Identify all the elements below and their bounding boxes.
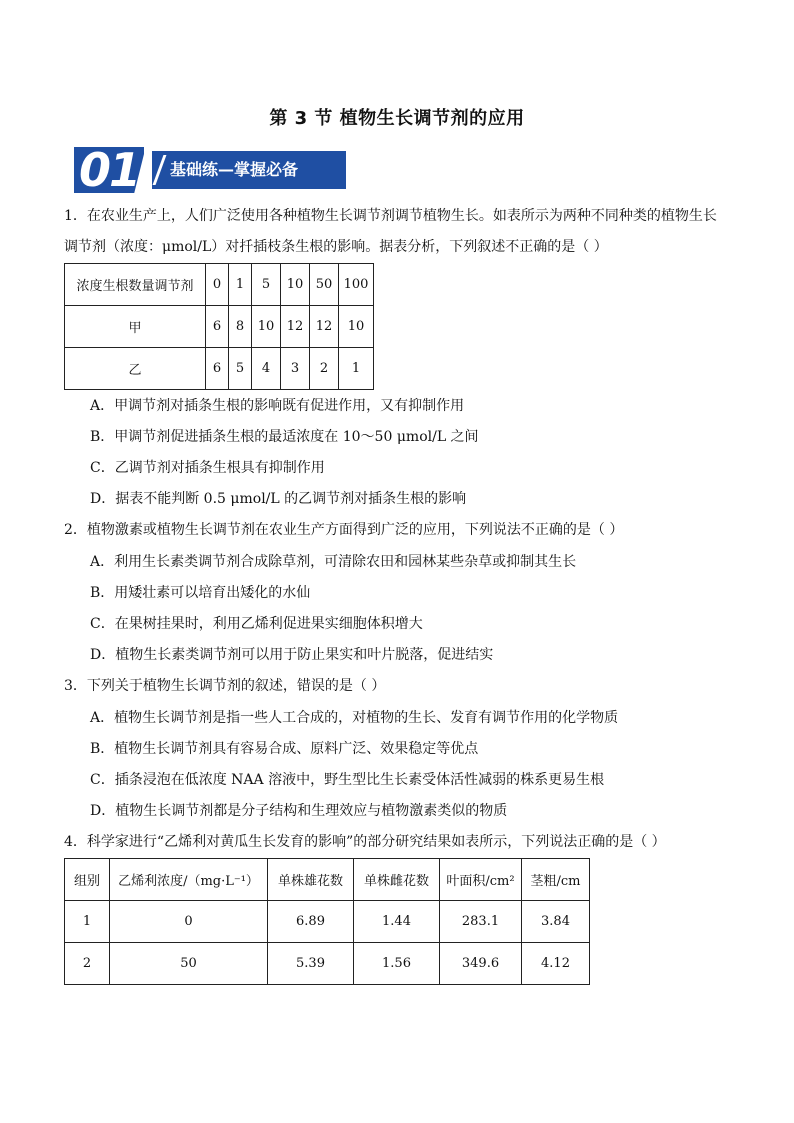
q1-stem-line1: 1．在农业生产上，人们广泛使用各种植物生长调节剂调节植物生长。如表所示为两种不同种类的植物生长: [64, 208, 717, 224]
q4-table-cell: 6.89: [268, 901, 354, 943]
q1-table-cell: 2: [310, 348, 339, 390]
section-banner: [74, 143, 346, 197]
q1-option-b: B．甲调节剂促进插条生根的最适浓度在 10～50 μmol/L 之间: [90, 429, 479, 445]
q4-table-cell: 1.44: [354, 901, 440, 943]
q1-table-header-cell: 1: [229, 264, 252, 306]
q3-option-b: B．植物生长调节剂具有容易合成、原料广泛、效果稳定等优点: [90, 741, 479, 757]
q1-table: [64, 263, 374, 390]
q4-table-header-cell: 叶面积/cm²: [440, 859, 522, 901]
q4-table-cell: 1: [65, 901, 110, 943]
q1-table-header-cell: 浓度生根数量调节剂: [65, 264, 206, 306]
q4-table-header-cell: 单株雌花数: [354, 859, 440, 901]
q4-table-cell: 0: [110, 901, 268, 943]
q1-table-cell: 乙: [65, 348, 206, 390]
q4-table-cell: 1.56: [354, 943, 440, 985]
q4-table-header-cell: 茎粗/cm: [522, 859, 590, 901]
q1-table-cell: 10: [339, 306, 374, 348]
q4-table-cell: 2: [65, 943, 110, 985]
q1-stem-line2: 调节剂（浓度：μmol/L）对扦插枝条生根的影响。据表分析，下列叙述不正确的是（ ）: [64, 239, 608, 255]
q2-option-d: D．植物生长素类调节剂可以用于防止果实和叶片脱落，促进结实: [90, 647, 494, 663]
q4-table-header-row: [65, 859, 590, 901]
q2-option-c: C．在果树挂果时，利用乙烯利促进果实细胞体积增大: [90, 616, 423, 632]
q3-option-d: D．植物生长调节剂都是分子结构和生理效应与植物激素类似的物质: [90, 803, 508, 819]
q1-table-cell: 12: [310, 306, 339, 348]
q1-table-cell: 1: [339, 348, 374, 390]
q2-stem: 2．植物激素或植物生长调节剂在农业生产方面得到广泛的应用，下列说法不正确的是（ ）: [64, 522, 624, 538]
q4-stem: 4．科学家进行“乙烯利对黄瓜生长发育的影响”的部分研究结果如表所示，下列说法正确的是（ ）: [64, 834, 666, 850]
q1-table-cell: 3: [281, 348, 310, 390]
q1-table-header-row: [65, 264, 374, 306]
page-title: 第 3 节 植物生长调节剂的应用: [269, 108, 525, 129]
q1-table-cell: 12: [281, 306, 310, 348]
q1-table-cell: 6: [206, 348, 229, 390]
q4-table-header-cell: 组别: [65, 859, 110, 901]
q4-table-cell: 3.84: [522, 901, 590, 943]
q3-option-a: A．植物生长调节剂是指一些人工合成的，对植物的生长、发育有调节作用的化学物质: [90, 710, 619, 726]
q1-table-header-cell: 100: [339, 264, 374, 306]
banner-text: 基础练—掌握必备: [152, 151, 346, 189]
q4-table-cell: 349.6: [440, 943, 522, 985]
q4-table-cell: 4.12: [522, 943, 590, 985]
table-row: [65, 901, 590, 943]
table-row: [65, 306, 374, 348]
q1-table-cell: 甲: [65, 306, 206, 348]
q4-table-header-cell: 单株雄花数: [268, 859, 354, 901]
q3-stem: 3．下列关于植物生长调节剂的叙述，错误的是（ ）: [64, 678, 386, 694]
q1-table-header-cell: 50: [310, 264, 339, 306]
q2-option-b: B．用矮壮素可以培育出矮化的水仙: [90, 585, 311, 601]
q1-table-cell: 8: [229, 306, 252, 348]
q1-table-header-cell: 0: [206, 264, 229, 306]
q4-table: [64, 858, 590, 985]
q4-table-cell: 283.1: [440, 901, 522, 943]
q1-table-cell: 5: [229, 348, 252, 390]
table-row: [65, 348, 374, 390]
q1-option-d: D．据表不能判断 0.5 μmol/L 的乙调节剂对插条生根的影响: [90, 491, 467, 507]
q1-table-header-cell: 10: [281, 264, 310, 306]
q1-option-a: A．甲调节剂对插条生根的影响既有促进作用，又有抑制作用: [90, 398, 465, 414]
q4-table-cell: 50: [110, 943, 268, 985]
q1-option-c: C．乙调节剂对插条生根具有抑制作用: [90, 460, 325, 476]
table-row: [65, 943, 590, 985]
q1-table-header-cell: 5: [252, 264, 281, 306]
q1-table-cell: 6: [206, 306, 229, 348]
q4-table-header-cell: 乙烯利浓度/（mg·L⁻¹）: [110, 859, 268, 901]
banner-number: 01: [74, 147, 144, 193]
q3-option-c: C．插条浸泡在低浓度 NAA 溶液中，野生型比生长素受体活性减弱的株系更易生根: [90, 772, 605, 788]
q1-table-cell: 10: [252, 306, 281, 348]
q4-table-cell: 5.39: [268, 943, 354, 985]
q1-table-cell: 4: [252, 348, 281, 390]
q2-option-a: A．利用生长素类调节剂合成除草剂，可清除农田和园林某些杂草或抑制其生长: [90, 554, 577, 570]
